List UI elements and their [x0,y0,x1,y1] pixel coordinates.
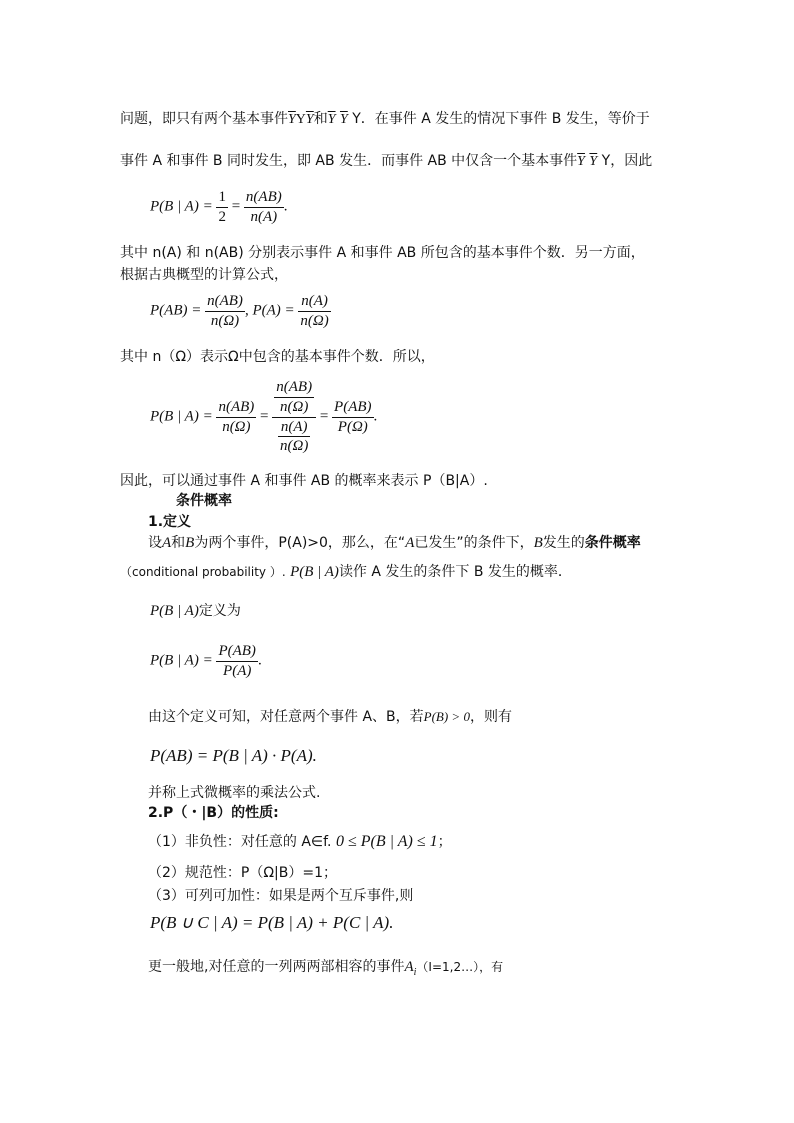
y-bar: $\overline{Y}$ [577,154,585,169]
paragraph-line: 根据古典概型的计算公式， [120,267,288,283]
subsection-heading: 2.P（・|B）的性质: [148,805,279,821]
text: Y．在事件 A 发生的情况下事件 B 发生，等价于 [352,111,650,127]
numerator: n(A) [278,418,310,438]
formula-classical-probability [150,292,331,331]
equals: = [231,198,241,215]
y-bar: $\overline{Y}$ [339,112,348,127]
paragraph-line: 其中 n（Ω）表示Ω中包含的基本事件个数．所以， [120,349,435,365]
paragraph-line: 其中 n(A) 和 n(AB) 分别表示事件 A 和事件 AB 所包含的基本事件个数．另一方面， [120,245,645,261]
text: Y，因此 [601,153,653,169]
denominator: n(Ω) [300,312,329,329]
text: （1）非负性：对任意的 A∈f. [148,834,332,850]
denominator: 2 [218,208,226,225]
fraction [274,378,314,417]
property-line: （2）规范性：P（Ω|B）=1； [148,865,338,881]
property-line: （3）可列可加性：如果是两个互斥事件,则 [148,888,414,904]
fraction [216,188,228,227]
fraction [332,398,373,437]
subsection-heading: 1.定义 [148,514,192,530]
formula-lhs: P(A) = [252,302,295,319]
text: 定义为 [198,603,241,619]
denominator: n(Ω) [210,312,240,329]
paragraph-line [148,960,503,978]
paragraph-line [120,154,652,169]
denominator: n(A) [250,208,278,225]
text: 设 [148,535,162,551]
formula-conditional-classical [150,188,288,227]
y-bar: $\overline{Y}$ [589,154,598,169]
term-bold: 条件概率 [584,535,641,551]
text: ； [437,834,452,850]
numerator: P(AB) [216,642,257,662]
section-heading: 条件概率 [176,493,232,509]
property-line [148,834,452,850]
var-b: B [533,535,543,551]
denominator: n(Ω) [279,398,309,415]
numerator: n(AB) [216,398,256,418]
formula-lhs: P(B | A) = [150,408,213,425]
fraction [244,188,284,227]
math: P(B | A) [150,603,199,619]
fraction [216,398,256,437]
text: 问题，即只有两个基本事件 [120,111,288,127]
denominator: P(Ω) [337,418,368,435]
text: ，则有 [469,709,512,725]
denominator: P(A) [223,662,252,679]
var-b: B [185,535,195,551]
formula-lhs: P(B | A) = [150,198,213,215]
numerator: P(AB) [332,398,373,418]
math: P(B | A) [290,564,339,580]
y-bar: $\overline{Y}$ [288,112,296,127]
fraction [205,292,245,331]
formula-multiplication: P(AB) = P(B | A) · P(A). [150,746,317,765]
fraction [278,418,310,457]
subscript: i [413,966,417,978]
comma: , [244,302,249,319]
math: P(B) > 0 [423,709,470,724]
equals: = [319,408,329,425]
definition-line [150,604,241,619]
var-a: A [162,535,172,551]
definition-line [148,536,641,551]
text: 已发生”的条件下， [414,535,534,551]
formula-lhs: P(B | A) = [150,652,213,669]
text: 发生的 [542,535,585,551]
numerator: n(A) [298,292,330,312]
period: . [373,408,378,425]
math: A [404,959,414,975]
period: . [283,198,288,215]
text: 由这个定义可知，对任意两个事件 A、B，若 [148,709,424,725]
text: 和 [171,535,186,551]
numerator: n(AB) [244,188,284,208]
text: （I=1,2…），有 [416,960,504,974]
numerator: 1 [216,188,228,208]
paragraph-line: 因此，可以通过事件 A 和事件 AB 的概率来表示 P（B|A）. [120,473,488,489]
y-bar: $\overline{Y}$ [305,112,314,127]
paragraph-line: 并称上式微概率的乘法公式. [148,785,321,801]
text: 为两个事件，P(A)>0，那么，在“ [194,535,406,551]
text: （conditional probability ）. [120,565,286,579]
formula-conditional-definition [150,642,262,681]
formula-lhs: P(AB) = [150,302,202,319]
var-a: A [405,535,415,551]
denominator: n(Ω) [279,438,309,455]
denominator: n(Ω) [222,418,251,435]
definition-line [120,565,572,580]
compound-fraction [272,378,316,456]
text: 读作 A 发生的条件下 B 发生的概率． [338,564,572,580]
compound-numerator [272,378,316,418]
text: 更一般地,对任意的一列两两部相容的事件 [148,959,405,975]
compound-denominator [272,418,316,457]
y-bar: $\overline{Y}$ [327,112,336,127]
fraction [298,292,330,331]
numerator: n(AB) [274,378,314,398]
formula-conditional-derivation [150,378,377,456]
formula-additivity: P(B ∪ C | A) = P(B | A) + P(C | A). [150,913,394,932]
paragraph-line [120,112,650,127]
numerator: n(AB) [205,292,245,312]
equals: = [260,408,269,425]
period: . [257,652,262,669]
text: 和 [313,111,328,127]
math: 0 ≤ P(B | A) ≤ 1 [335,833,438,850]
paragraph-line [148,710,512,724]
text: 事件 A 和事件 B 同时发生，即 AB 发生．而事件 AB 中仅含一个基本事件 [120,153,578,169]
fraction [216,642,257,681]
y: Y [295,112,306,127]
